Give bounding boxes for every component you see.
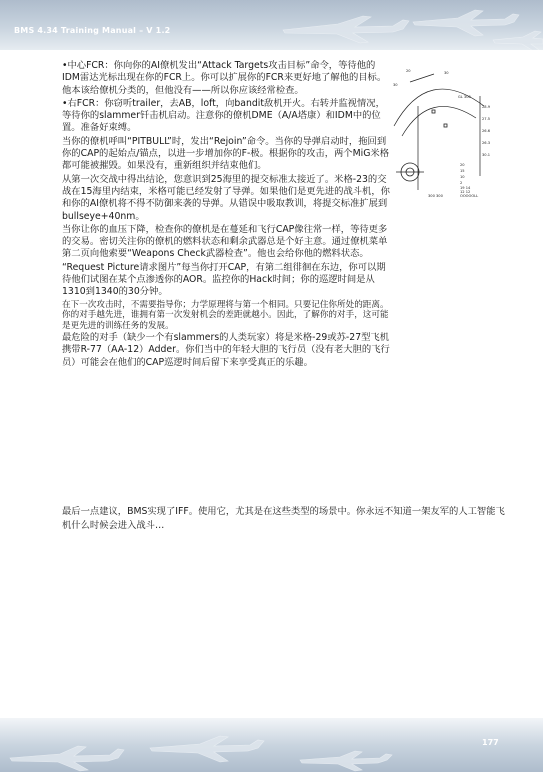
header-title: BMS 4.34 Training Manual – V 1.2 (14, 26, 171, 35)
right-label: 30.1 (482, 153, 491, 157)
lower-label: 10 (460, 175, 465, 179)
closing-advice (62, 505, 512, 533)
right-label: GL 300 (458, 95, 471, 99)
hsd-inner-arc (402, 106, 476, 136)
page-footer (0, 718, 543, 772)
paragraph-next-attack: 在下一次攻击时，不需要指导你；力学原理将与第一个相同。只要记住你所处的距离。你的对手越先进，谁拥有第一次发射机会的差距就越小。因此，了解你的对手，这可能是更先进的训练任务的发展。 (62, 299, 389, 331)
hsd-fcr-diagram (388, 66, 504, 198)
paragraph-commit-criteria: 从第一次交战中得出结论，您意识到25海里的提交标准太接近了。米格-23的交战在15海里内结束，米格可能已经发射了导弹。如果他们是更先进的战斗机，你和你的AI僚机将不得不防御来袭的导弹。从错误中吸取教训，将提交标准扩展到bullseye+40nm。 (62, 173, 390, 222)
range-label: 30 (393, 83, 398, 87)
hsd-range-line (410, 74, 434, 82)
footer-jets-graphic (0, 718, 543, 772)
page-number: 177 (482, 738, 499, 747)
target-marker (432, 110, 435, 113)
bottom-label: 19 14 (460, 186, 471, 190)
bottom-label: 12 12 (460, 190, 471, 194)
bottom-label: 300 300 (428, 194, 443, 198)
right-label: 27.5 (482, 117, 491, 121)
right-label: 28.9 (482, 105, 491, 109)
bottom-label: OOOOOLL (460, 194, 479, 198)
body-text (62, 60, 392, 370)
paragraph-pitbull: 当你的僚机呼叫“PITBULL”时，发出“Rejoin”命令。当你的导弹启动时，拖回到你的CAP的起始点/锚点，以进一步增加你的F-极。根据你的攻击，两个MiG米格都可能被摧毁。如果没有，重新组织并结束他们。 (62, 135, 390, 172)
lower-label: 20 (460, 163, 465, 167)
paragraph-center-fcr: •中心FCR：你向你的AI僚机发出“Attack Targets攻击目标”命令，等待他的IDM雷达光标出现在你的FCR上。你可以扩展你的FCR来更好地了解他的目标。他本该给僚机分类的，但他没有——所以你应该经常检查。 (62, 60, 387, 96)
right-label: 26.3 (482, 141, 491, 145)
paragraph-dangerous-adversary: 最危险的对手（缺少一个有slammers的人类玩家）将是米格-29或苏-27型飞机携带R-77（AA-12）Adder。你们当中的年轻大胆的飞行员（没有老大胆的飞行员）可能会在他们的CAP巡逻时间后留下来享受真正的乐趣。 (62, 332, 390, 368)
page-header (0, 0, 543, 50)
lower-label: 15 (460, 169, 465, 173)
header-jets-graphic (243, 0, 543, 50)
wingman-marker (444, 124, 447, 127)
closing-paragraph: 最后一点建议，BMS实现了IFF。使用它，尤其是在这些类型的场景中。你永远不知道一架友军的人工智能飞机什么时候会进入战斗… (62, 506, 505, 531)
right-label: 26.6 (482, 129, 491, 133)
paragraph-weapons-check: 当你让你的血压下降，检查你的僚机是在蔓延和飞行CAP像往常一样，等待更多的交易。密切关注你的僚机的燃料状态和剩余武器总是个好主意。通过僚机菜单第二页向他索要“Weapons Check武器检查”。他也会给你他的燃料状态。 (62, 223, 388, 260)
top-label: 20 (406, 69, 411, 73)
paragraph-request-picture: “Request Picture请求图片”每当你打开CAP，有第二组徘徊在东边，你可以期待他们试图在某个点渗透你的AOR。监控你的Hack时间；你的巡逻时间是从1310到1340的30分钟。 (62, 261, 386, 298)
lower-label: 2 (460, 181, 463, 185)
top-label: 30 (444, 71, 449, 75)
paragraph-right-fcr: •右FCR：你窃听trailer，去AB，loft，向bandit敌机开火。右转并监视情况，等待你的slammer钎击机启动。注意你的僚机DME（A/A塔康）和IDM中的位置。准备好束缚。 (62, 97, 385, 134)
